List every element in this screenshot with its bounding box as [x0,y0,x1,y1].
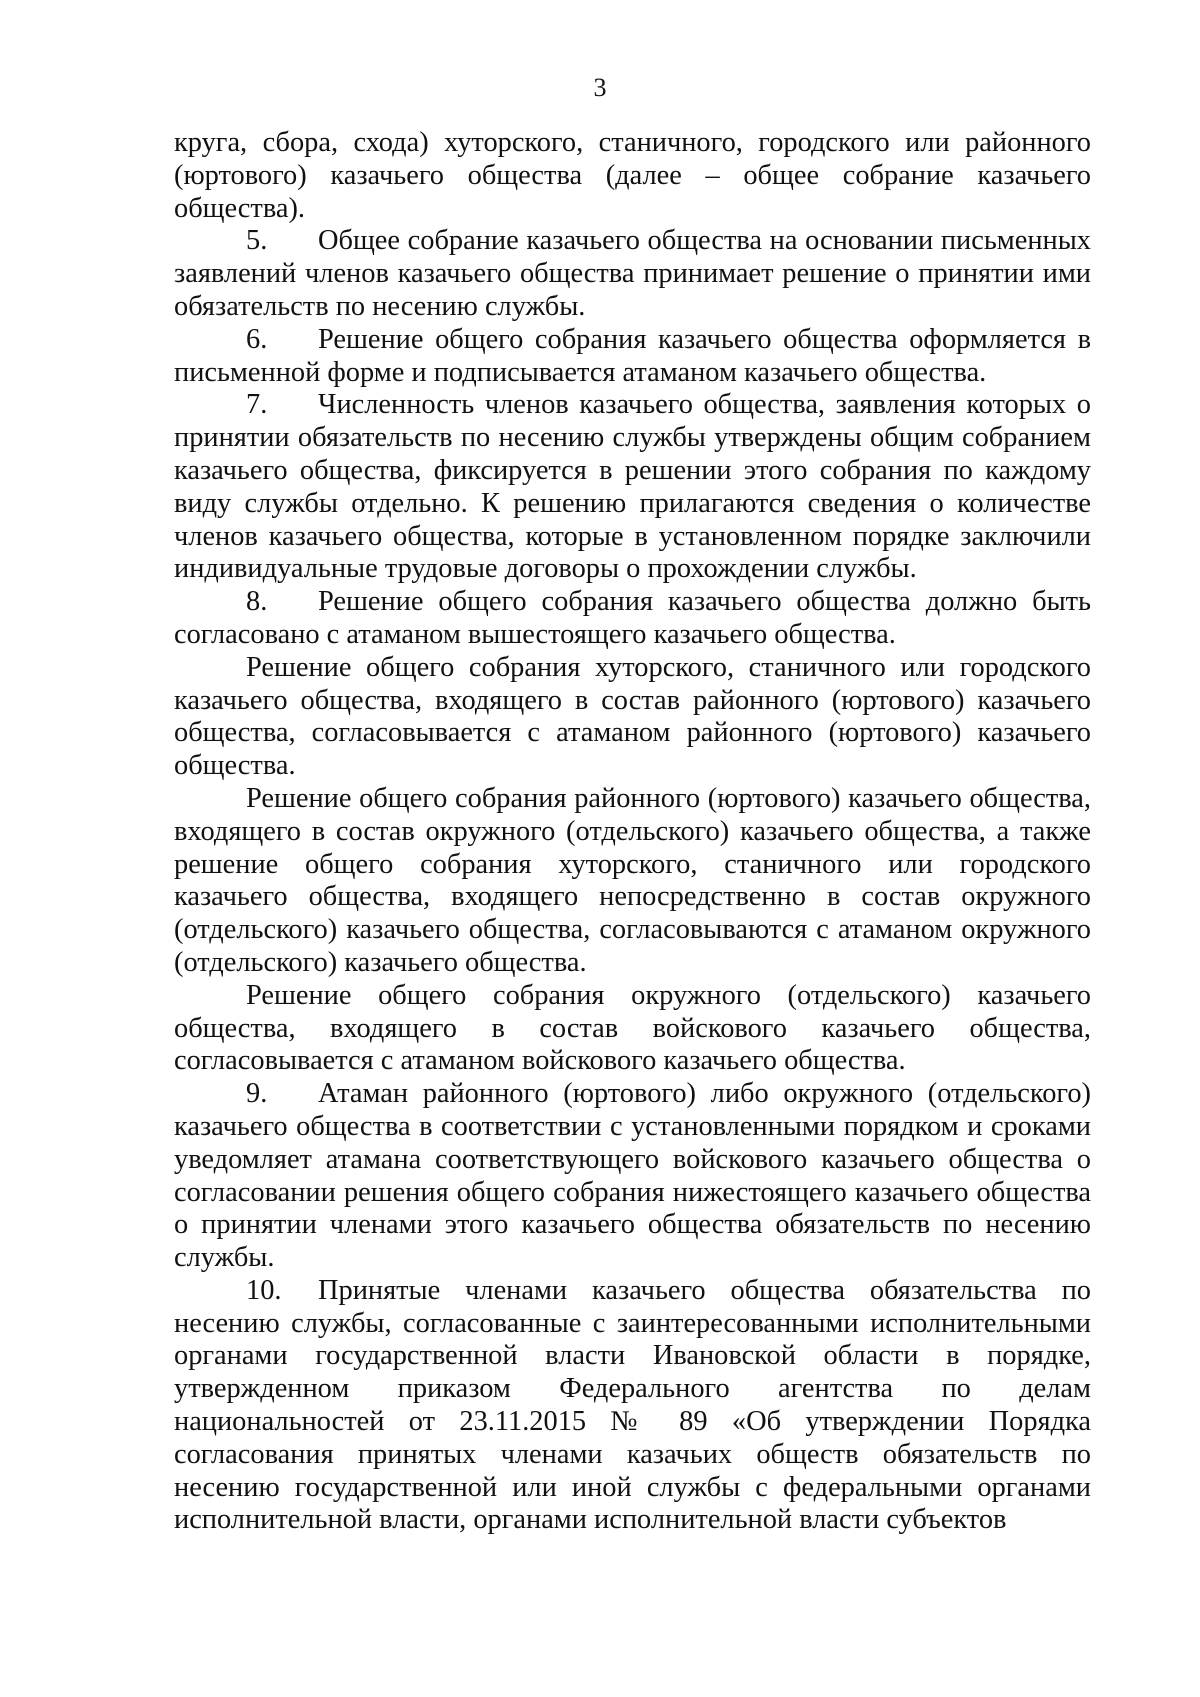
paragraph-text: Решение общего собрания районного (юртового) казачьего общества, входящего в состав окружного (отдельского) казачьего общества, а также решение общего собрания хуторского, станичного или городского казачьего общества, входящего непосредственно в состав окружного (отдельского) казачьего общества, согласовываются с атаманом окружного (отдельского) казачьего общества. [174,782,1091,978]
paragraph-text: Решение общего собрания хуторского, станичного или городского казачьего общества, входящего в состав районного (юртового) казачьего общества, согласовывается с атаманом районного (юртового) казачьего общества. [174,651,1091,782]
paragraph-text: Общее собрание казачьего общества на основании письменных заявлений членов казачьего общества принимает решение о принятии ими обязательств по несению службы. [174,225,1091,322]
paragraph [174,1275,1091,1537]
paragraph [174,586,1091,652]
paragraph-number: 10. [246,1274,282,1306]
document-body [174,127,1091,1537]
paragraph [174,389,1091,586]
page-number: 3 [593,73,607,102]
paragraph-number: 5. [246,225,268,257]
paragraph [174,225,1091,323]
paragraph-number: 7. [246,389,268,421]
paragraph-text: Решение общего собрания окружного (отдельского) казачьего общества, входящего в состав войскового казачьего общества, согласовывается с атаманом войскового казачьего общества. [174,979,1091,1077]
paragraph-number: 9. [246,1078,268,1110]
paragraph [174,127,1091,225]
paragraph [174,652,1091,783]
paragraph-number: 6. [246,323,268,355]
paragraph-text: Атаман районного (юртового) либо окружного (отдельского) казачьего общества в соответствии с установленными порядком и сроками уведомляет атамана соответствующего войскового казачьего общества о согласовании решения общего собрания нижестоящего казачьего общества о принятии членами этого казачьего общества обязательств по несению службы. [174,1078,1091,1274]
paragraph [174,324,1091,390]
paragraph-text: Принятые членами казачьего общества обязательства по несению службы, согласованные с заинтересованными исполнительными органами государственной власти Ивановской области в порядке, утвержденном приказом Федерального агентства по делам национальностей от 23.11.2015 № 89 «Об утверждении Порядка согласования принятых членами казачьих обществ обязательств по несению государственной или иной службы с федеральными органами исполнительной власти, органами исполнительной власти субъектов [174,1274,1091,1536]
paragraph-text: Численность членов казачьего общества, заявления которых о принятии обязательств по несению службы утверждены общим собранием казачьего общества, фиксируется в решении этого собрания по каждому виду службы отдельно. К решению прилагаются сведения о количестве членов казачьего общества, которые в установленном порядке заключили индивидуальные трудовые договоры о прохождении службы. [174,389,1091,585]
paragraph [174,783,1091,980]
paragraph-text: Решение общего собрания казачьего общества оформляется в письменной форме и подписывается атаманом казачьего общества. [174,323,1091,388]
paragraph [174,1078,1091,1275]
paragraph-number: 8. [246,586,268,618]
paragraph [174,980,1091,1078]
paragraph-text: Решение общего собрания казачьего общества должно быть согласовано с атаманом вышестоящего казачьего общества. [174,586,1091,650]
paragraph-text: круга, сбора, схода) хуторского, станичного, городского или районного (юртового) казачьего общества (далее – общее собрание казачьего общества). [174,127,1091,224]
